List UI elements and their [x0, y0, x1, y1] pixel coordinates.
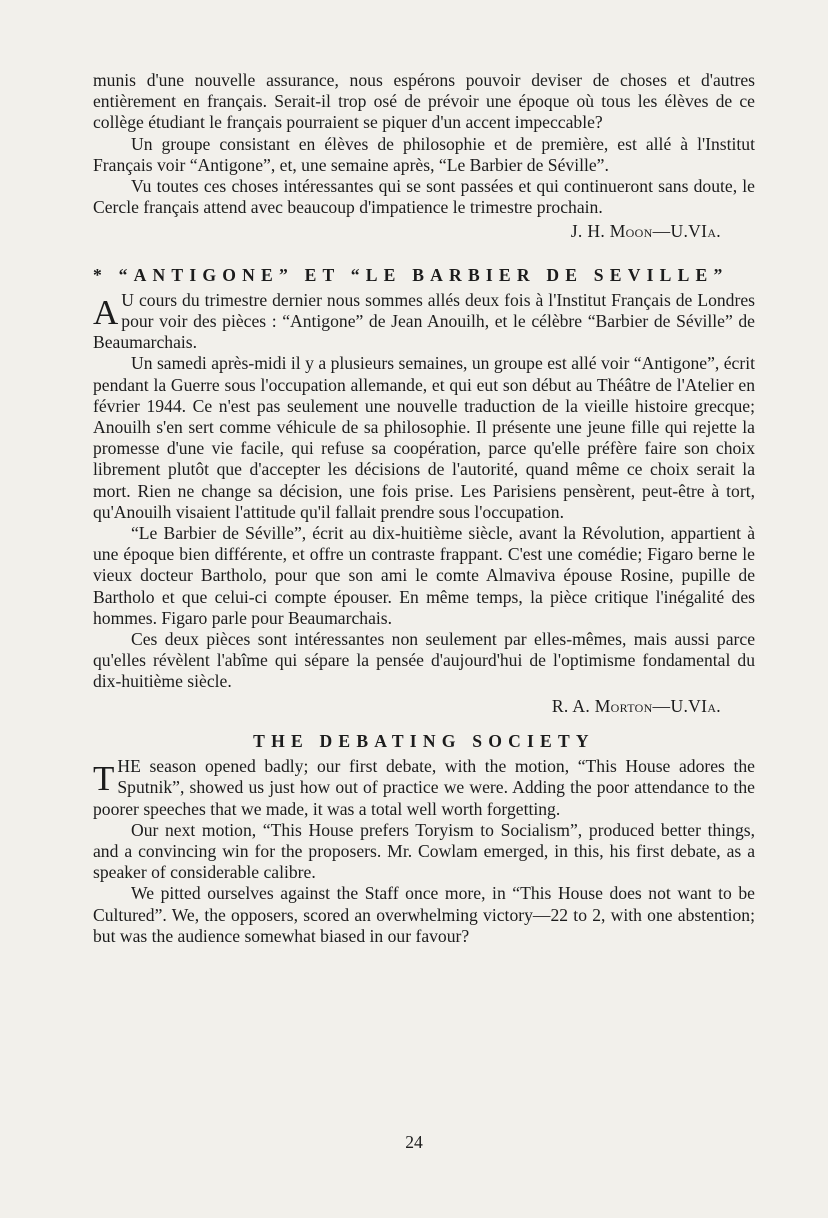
antigone-section [93, 265, 755, 717]
section-heading: * “ANTIGONE” ET “LE BARBIER DE SEVILLE” [93, 264, 729, 285]
paragraph: munis d'une nouvelle assurance, nous espérons pouvoir deviser de choses et d'autres entièrement en français. Serait-il trop osé de prévoir une époque où tous les élèves de ce collège étudiant le français pourraient se piquer d'un accent impeccable? [93, 70, 755, 133]
page-number: 24 [405, 1132, 423, 1152]
section-heading: THE DEBATING SOCIETY [253, 730, 595, 751]
paragraph: Our next motion, “This House prefers Toryism to Socialism”, produced better things, and a convincing win for the proposers. Mr. Cowlam emerged, in this, his first debate, as a speaker of considerable calibre. [93, 819, 755, 883]
drop-cap: A [93, 292, 119, 332]
paragraph: Ces deux pièces sont intéressantes non seulement par elles-mêmes, mais aussi parce qu'elles révèlent l'abîme qui sépare la pensée d'aujourd'hui de l'optimisme fondamental du dix-huitième siècle. [93, 629, 755, 692]
paragraph-text: U cours du trimestre dernier nous sommes allés deux fois à l'Institut Français de Londres pour voir des pièces : “Antigone” de Jean Anouilh, et le célèbre “Barbier de Séville” de Beaumarchais. [93, 289, 755, 353]
drop-cap: T [93, 759, 115, 799]
paragraph: “Le Barbier de Séville”, écrit au dix-huitième siècle, avant la Révolution, appartient à une époque bien différente, et offre un contraste frappant. C'est une comédie; Figaro berne le vieux docteur Bartholo, pour que son ami le comte Almaviva épouse Rosine, pupille de Bartholo et que celui-ci compte épouser. En même temps, la pièce critique l'inégalité des hommes. Figaro parle pour Beaumarchais. [93, 523, 755, 628]
paragraph-text: HE season opened badly; our first debate, with the motion, “This House adores the Sputnik”, showed us just how out of practice we were. Adding the poor attendance to the poorer speeches that we made, it was a total well worth forgetting. [93, 756, 755, 819]
debating-society-section [93, 731, 755, 947]
paragraph: Vu toutes ces choses intéressantes qui se sont passées et qui continueront sans doute, le Cercle français attend avec beaucoup d'impatience le trimestre prochain. [93, 176, 755, 218]
paragraph [93, 290, 755, 354]
paragraph: We pitted ourselves against the Staff once more, in “This House does not want to be Cultured”. We, the opposers, scored an overwhelming victory—22 to 2, with one abstention; but was the audience somewhat biased in our favour? [93, 883, 755, 946]
paragraph [93, 756, 755, 820]
author-signature: R. A. Morton—U.VIa. [551, 695, 721, 716]
author-signature: J. H. Moon—U.VIa. [570, 221, 721, 242]
paragraph: Un groupe consistant en élèves de philosophie et de première, est allé à l'Institut Français voir “Antigone”, et, une semaine après, “Le Barbier de Séville”. [93, 133, 755, 175]
cercle-francais-section [93, 70, 755, 243]
page-content [93, 70, 755, 947]
paragraph: Un samedi après-midi il y a plusieurs semaines, un groupe est allé voir “Antigone”, écrit pendant la Guerre sous l'occupation allemande, et qui eut son début au Théâtre de l'Atelier en février 1944. Ce n'est pas seulement une nouvelle traduction de la vieille histoire grecque; Anouilh s'en sert comme véhicule de sa philosophie. Il présente une jeune fille qui rejette la promesse d'une vie facile, qui refuse sa coopération, parce qu'elle préfère faire son choix librement plutôt que d'accepter les décisions de l'autorité, quand même ce choix serait la mort. Rien ne change sa décision, une fois prise. Les Parisiens pensèrent, peut-être à tort, qu'Anouilh visaient l'attitude qu'il fallait prendre sous l'occupation. [93, 353, 755, 522]
